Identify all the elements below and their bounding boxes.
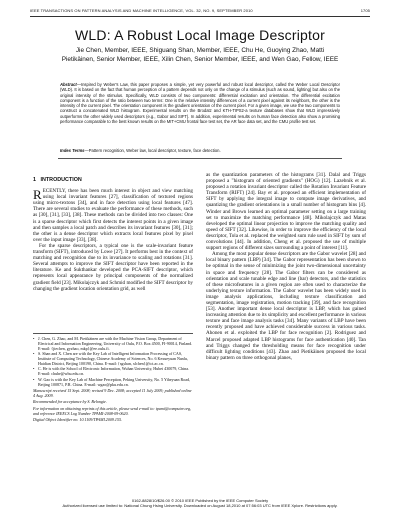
abstract-text: —Inspired by Weber's Law, this paper proposes a simple, yet very powerful and robust local descriptor, called the Weber Local Descriptor (WLD). It is based on the fact that human perception of a pattern depends not only on the change of a stimulus (such as sound, lighting) but also on the original intensity of the stimulus. Specifically, WLD consists of two components: differential excitation and orientation. The differential excitation component is a function of the ratio between two terms: One is the relative intensity differences of a current pixel against its neighbors, the other is the intensity of the current pixel. The orientation component is the gradient orientation of the current pixel. For a given image, we use the two components to construct a concatenated WLD histogram. Experimental results on the Brodatz and KTH-TIPS2-a texture databases show that WLD impressively outperforms the other widely used descriptors (e.g., Gabor and SIFT). In addition, experimental results on human face detection also show a promising performance comparable to the best known results on the MIT+CMU frontal face test set, the AR face data set, and the CMU profile test set. — [60, 82, 340, 125]
section-number: 1 — [33, 177, 36, 183]
copyright-line: 0162-8828/10/$26.00 © 2010 IEEE Published by the IEEE Computer Society — [131, 498, 269, 503]
affiliation-item: • J. Chen, G. Zhao, and M. Pietikäinen are with the Machine Vision Group, Department of Electrical and Information Engineering, University of Oulu, P.O. Box 4500, FI-90014, Finland. E-mail: {jiechen, gyzhao, mkp}@ee.oulu.fi. — [38, 337, 193, 352]
intro-paragraph-1 — [33, 188, 193, 243]
footnotes — [33, 333, 193, 423]
author-list: Jie Chen, Member, IEEE, Shiguang Shan, Member, IEEE, Chu He, Guoying Zhao, Matti Pietikäinen, Senior Member, IEEE, Xilin Chen, Senior Member, IEEE, and Wen Gao, Fellow, IEEE — [61, 47, 339, 63]
intro-paragraph-2: For the sparse descriptors, a typical one is the scale-invariant feature transform (SIFT), introduced by Lowe [27]. It performs best in the context of matching and recognition due to its invariance to scaling and rotations [31]. Several attempts to improve the SIFT descriptor have been reported in the literature. Ke and Sukthankar developed the PCA-SIFT descriptor, which represents local appearance by principal components of the normalized gradient field [23]. Mikolajczyk and Schmid modified the SIFT descriptor by changing the gradient location orientation grid, as well — [33, 242, 193, 292]
index-terms-text: —Pattern recognition, Weber law, local descriptor, texture, face detection. — [84, 148, 221, 153]
right-paragraph-2: Among the most popular dense descriptors are the Gabor wavelet [28] and local binary pattern (LBP) [34]. The Gabor representation has been shown to be optimal in the sense of minimizing the joint two-dimensional uncertainty in space and frequency [28]. The Gabor filters can be considered as orientation and scale tunable edge and line (bar) detectors, and the statistics of these microfeatures in a given region are often used to characterize the underlying texture information. The Gabor wavelet has been widely used in image analysis applications, including texture classification and segmentation, image registration, motion tracking [39], and face recognition [53]. Another important dense local descriptor is LBP, which has gained increasing attention due to its simplicity and excellent performance in various texture and face image analysis tasks [34]. Many variants of LBP have been recently proposed and have achieved considerable success in various tasks. Ahonen et al. exploited the LBP for face recognition [2]. Rodriguez and Marcel proposed adapted LBP histograms for face authentication [40]. Tan and Triggs changed the thresholding means for face recognition under difficult lighting conditions [43]. Zhao and Pietikäinen proposed the local binary pattern on three orthogonal planes, — [206, 251, 366, 361]
right-paragraph-1: as the quantization parameters of the histograms [31]. Dalal and Triggs proposed a "histogram of oriented gradients" (HOG) [12]. Lazebnik et al. proposed a rotation invariant descriptor called the Rotation Invariant Feature Transform (RIFT) [24]. Bay et al. proposed an efficient implementation of SIFT by applying the integral image to compute image derivatives, and quantizing the gradient orientations in a small number of histogram bins [4]. Winder and Brown learned an optimal parameter setting on a large training set to maximize the matching performance [48]. Mikolajczyk and Matas developed the optimal linear projection to improve the matching quality and speed of SIFT [32]. Likewise, in order to improve the efficiency of the local descriptor, Tola et al. replaced the weighted sum rule used in SIFT by sum of convolutions [44]. In addition, Cheng et al. proposed the use of multiple support regions of different sizes surrounding a point of interest [11]. — [206, 172, 366, 252]
index-terms — [60, 148, 340, 153]
license-line: Authorized licensed use limited to: National Chung Hsing University. Downloaded on August 18,2010 at 07:56:03 UTC from IEEE Xplore. Restrictions apply. — [62, 503, 338, 508]
first-word: ECENTLY, — [42, 188, 67, 195]
intro-text-1: there has been much interest in object and view matching using local invariant features [27], classification of textured regions using micro-textons [34], and in face detection using local features [47]. There are several studies to evaluate the performance of these methods, such as [30], [31], [33], [38]. These methods can be divided into two classes: One is a sparse descriptor which first detects the interest points in a given image and then samples a local patch and describes its invariant features [30], [31]; the other is a dense descriptor which extracts local features pixel by pixel over the input image [33], [38]. — [33, 188, 193, 243]
received-note: Manuscript received 15 Sept. 2008; revised 9 Dec. 2008; accepted 11 July 2009; published online 4 Aug. 2009. — [33, 388, 192, 398]
section-title: INTRODUCTION — [40, 177, 82, 183]
abstract — [60, 82, 340, 124]
paper-title: WLD: A Robust Local Image Descriptor — [75, 27, 325, 43]
right-column — [206, 172, 366, 361]
left-column — [33, 177, 193, 292]
section-heading — [33, 177, 193, 183]
affiliation-list — [33, 337, 193, 388]
journal-header: IEEE TRANSACTIONS ON PATTERN ANALYSIS AND MACHINE INTELLIGENCE, VOL. 32, NO. 9, SEPTEMBER 2010 — [30, 8, 253, 13]
doi-note: Digital Object Identifier no. 10.1109/TPAMI.2009.155. — [33, 417, 122, 423]
affiliation-item: • C. He is with the School of Electronic Information, Wuhan University, Hubei 430079, China. E-mail: chuhe@whu.edu.cn. — [38, 367, 193, 377]
abstract-label: Abstract — [60, 82, 77, 87]
page-footer — [0, 498, 400, 508]
header-rule — [30, 16, 370, 17]
index-terms-label: Index Terms — [60, 148, 85, 153]
dropcap: R — [33, 187, 42, 203]
recommended-note: Recommended for acceptance by S. Belongie. — [33, 399, 107, 405]
abstract-rule — [58, 158, 342, 159]
running-head — [30, 8, 370, 13]
reprints-note: For information on obtaining reprints of this article, please send e-mail to: tpami@computer.org, and reference IEEECS Log Number TPAMI-2008-09-0620. — [33, 405, 191, 416]
page-number: 1705 — [360, 8, 370, 13]
affiliation-item: • W. Gao is with the Key Lab of Machine Perception, Peking University, No. 5 Yiheyuan Road, Beijing 100871, P.R. China. E-mail: wgao@pku.edu.cn. — [38, 378, 193, 388]
affiliation-item: • S. Shan and X. Chen are with the Key Lab of Intelligent Information Processing of CAS, Institute of Computing Technology, Chinese Academy of Sciences, No. 6 Kexueyuan Nanlu, Haidian District, Beijing 100190, China. E-mail: {sgshan, xlchen}@ict.ac.cn. — [38, 352, 193, 367]
